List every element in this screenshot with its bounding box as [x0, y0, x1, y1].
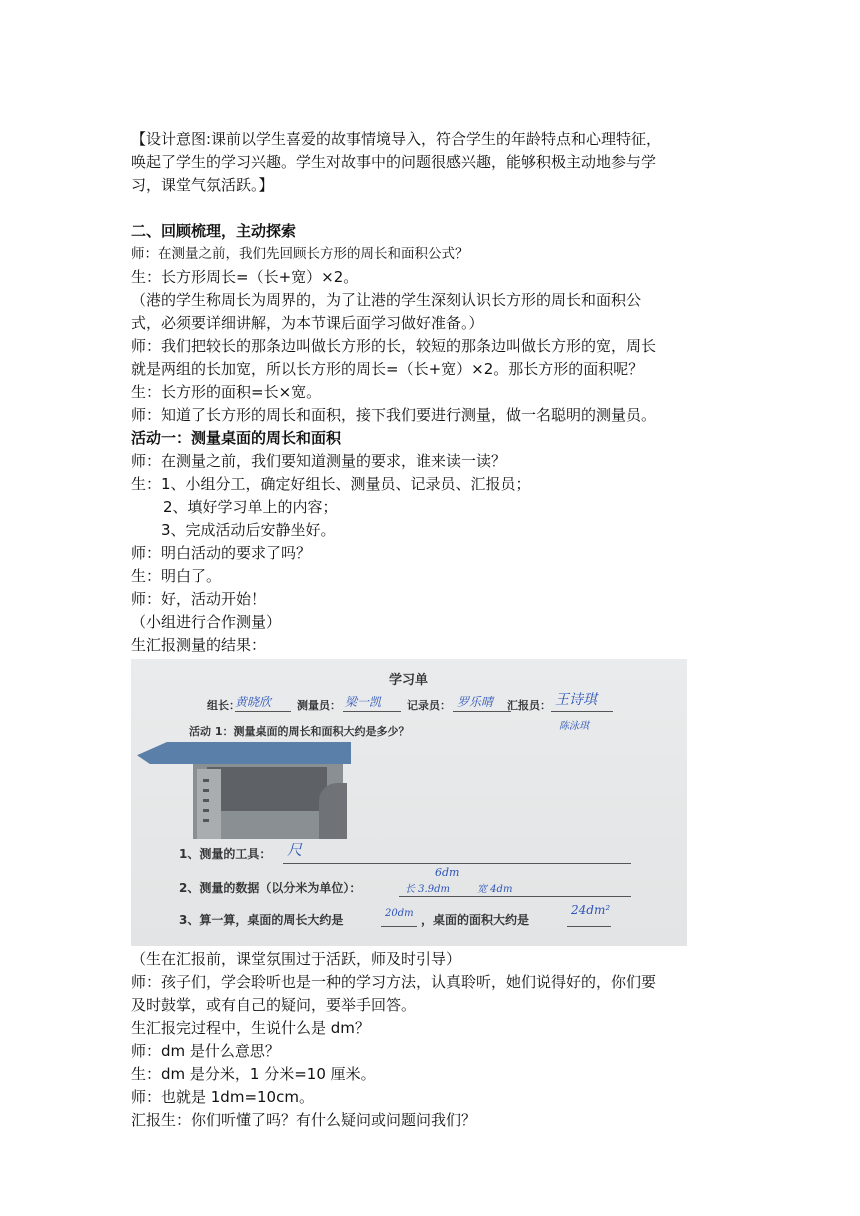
question-3-part-1: 3、算一算，桌面的周长大约是: [179, 913, 344, 927]
reporter-value-2: 陈泳琪: [559, 721, 589, 732]
dialogue-line: 生：1、小组分工，确定好组长、测量员、记录员、汇报员；: [131, 475, 531, 493]
activity-heading: 活动一：测量桌面的周长和面积: [131, 429, 342, 447]
dialogue-line: 师：知道了长方形的周长和面积，接下我们要进行测量，做一名聪明的测量员。: [131, 406, 657, 424]
dialogue-line: 生：dm 是分米，1 分米=10 厘米。: [131, 1065, 376, 1083]
q2-width: 宽 4dm: [477, 884, 513, 895]
dialogue-line: 师：在测量之前，我们先回顾长方形的周长和面积公式？: [131, 246, 469, 262]
question-3-part-2: ，桌面的面积大约是: [421, 913, 530, 927]
leader-value: 黄晓欣: [235, 695, 272, 709]
dialogue-line: （港的学生称周长为周界的，为了让港的学生深刻认识长方形的周长和面积公: [131, 291, 642, 309]
dialogue-line: 师：在测量之前，我们要知道测量的要求，谁来读一读？: [131, 452, 507, 470]
q3-perimeter: 20dm: [385, 908, 414, 919]
dialogue-line: 师：也就是 1dm=10cm。: [131, 1088, 314, 1106]
dialogue-line: 汇报生：你们听懂了吗？有什么疑问或问题问我们？: [131, 1111, 477, 1129]
design-intent-line-2: 唤起了学生的学习兴趣。学生对故事中的问题很感兴趣，能够积极主动地参与学: [131, 153, 657, 171]
question-2: 2、测量的数据（以分米为单位）：: [179, 881, 362, 895]
dialogue-line: 师：我们把较长的那条边叫做长方形的长，较短的那条边叫做长方形的宽，周长: [131, 337, 657, 355]
dialogue-line: 生：明白了。: [131, 567, 222, 585]
dialogue-line: 生汇报完过程中，生说什么是 dm？: [131, 1019, 370, 1037]
design-intent-line-3: 习，课堂气氛活跃。】: [131, 176, 274, 194]
section-heading: 二、回顾梳理，主动探索: [131, 222, 297, 240]
recorder-label: 记录员：: [407, 699, 451, 712]
q1-answer: 尺: [287, 841, 303, 859]
question-1: 1、测量的工具：: [179, 847, 272, 861]
activity-prompt: 活动 1：测量桌面的周长和面积大约是多少？: [189, 725, 410, 738]
document-body: [131, 128, 735, 1132]
dialogue-line: （生在汇报前，课堂氛围过于活跃，师及时引导）: [131, 950, 462, 968]
measurer-value: 梁一凯: [345, 695, 382, 709]
dialogue-line: 就是两组的长加宽，所以长方形的周长=（长+宽）×2。那长方形的面积呢？: [131, 360, 644, 378]
reporter-label: 汇报员：: [507, 699, 551, 712]
dialogue-line: 生：长方形的面积=长×宽。: [131, 383, 322, 401]
leader-label: 组长：: [207, 699, 240, 712]
dialogue-line: 师：dm 是什么意思？: [131, 1042, 280, 1060]
worksheet-photo: [131, 659, 687, 946]
dialogue-line: 师：好，活动开始！: [131, 590, 267, 608]
dialogue-line: 式，必须要详细讲解，为本节课后面学习做好准备。）: [131, 314, 484, 332]
q3-area: 24dm²: [571, 903, 611, 917]
design-intent-line-1: 【设计意图:课前以学生喜爱的故事情境导入，符合学生的年龄特点和心理特征，: [131, 130, 662, 148]
requirement-line: 2、填好学习单上的内容；: [163, 498, 338, 516]
dialogue-line: 师：孩子们，学会聆听也是一种的学习方法，认真聆听，她们说得好的，你们要: [131, 973, 657, 991]
q2-length: 长 3.9dm: [405, 884, 450, 895]
recorder-value: 罗乐晴: [457, 695, 494, 709]
dialogue-line: 生汇报测量的结果：: [131, 636, 267, 654]
dialogue-line: 师：明白活动的要求了吗？: [131, 544, 312, 562]
measurer-label: 测量员：: [297, 699, 341, 712]
dialogue-line: 生：长方形周长=（长+宽）×2。: [131, 268, 359, 286]
requirement-line: 3、完成活动后安静坐好。: [161, 521, 336, 539]
q2-annotation: 6dm: [435, 866, 460, 879]
dialogue-line: （小组进行合作测量）: [131, 613, 282, 631]
worksheet-title: 学习单: [389, 673, 429, 688]
reporter-value: 王诗琪: [555, 692, 597, 708]
dialogue-line: 及时鼓掌，或有自己的疑问，要举手回答。: [131, 996, 417, 1014]
